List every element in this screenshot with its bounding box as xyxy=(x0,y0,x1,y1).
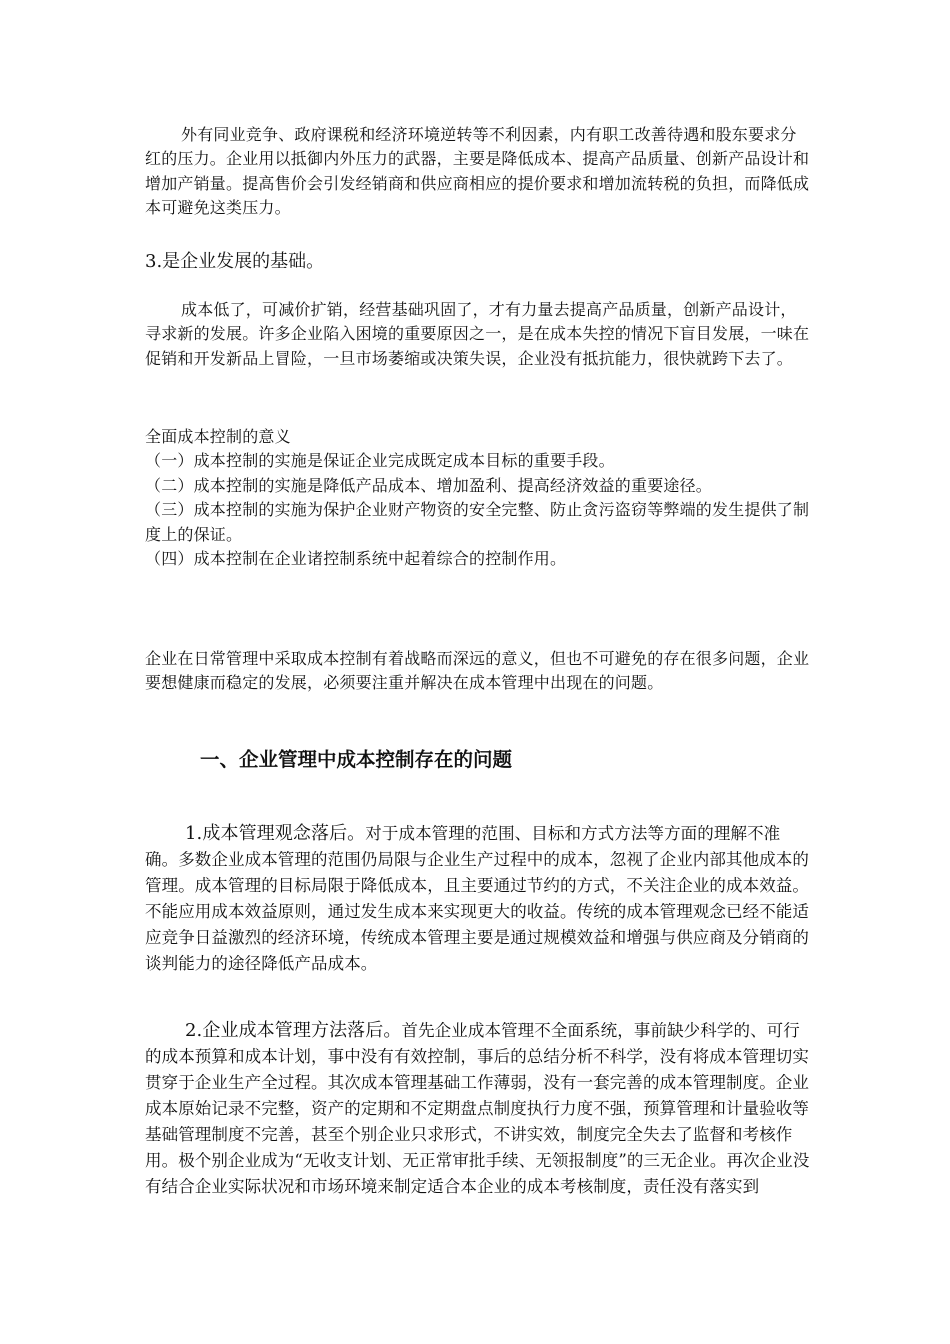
point-1-body: 对于成本管理的范围、目标和方式方法等方面的理解不准确。多数企业成本管理的范围仍局限与企业生产过程中的成本，忽视了企业内部其他成本的管理。成本管理的目标局限于降低成本，且主要通过节约的方式，不关注企业的成本效益。不能应用成本效益原则，通过发生成本来实现更大的收益。传统的成本管理观念已经不能适应竞争日益激烈的经济环境，传统成本管理主要是通过规模效益和增强与供应商及分销商的谈判能力的途径降低产品成本。 xyxy=(145,824,809,973)
significance-item-3: （三）成本控制的实施为保护企业财产物资的安全完整、防止贪污盗窃等弊端的发生提供了制度上的保证。 xyxy=(145,500,810,544)
point-1-lead: 1.成本管理观念落后。 xyxy=(185,823,366,844)
paragraph-low-cost: 成本低了，可减价扩销，经营基础巩固了，才有力量去提高产品质量，创新产品设计，寻求新的发展。许多企业陷入困境的重要原因之一，是在成本失控的情况下盲目发展，一味在促销和开发新品上冒险，一旦市场萎缩或决策失误，企业没有抵抗能力，很快就跨下去了。 xyxy=(145,300,810,368)
section-heading-problems: 一、企业管理中成本控制存在的问题 xyxy=(200,748,513,771)
point-2-lead: 2.企业成本管理方法落后。 xyxy=(185,1020,402,1041)
point-2-body: 首先企业成本管理不全面系统，事前缺少科学的、可行的成本预算和成本计划，事中没有有效控制，事后的总结分析不科学，没有将成本管理切实贯穿于企业生产全过程。其次成本管理基础工作薄弱，没有一套完善的成本管理制度。企业成本原始记录不完整，资产的定期和不定期盘点制度执行力度不强，预算管理和计量验收等基础管理制度不完善，甚至个别企业只求形式，不讲实效，制度完全失去了监督和考核作用。极个别企业成为“无收支计划、无正常审批手续、无领报制度”的三无企业。再次企业没有结合企业实际状况和市场环境来制定适合本企业的成本考核制度，责任没有落实到 xyxy=(145,1021,810,1196)
significance-title: 全面成本控制的意义 xyxy=(145,427,291,446)
significance-item-2: （二）成本控制的实施是降低产品成本、增加盈利、提高经济效益的重要途径。 xyxy=(145,475,713,495)
paragraph-concept-outdated xyxy=(145,821,810,977)
subheading-development-basis: 3.是企业发展的基础。 xyxy=(145,251,325,272)
paragraph-pressure: 外有同业竞争、政府课税和经济环境逆转等不利因素，内有职工改善待遇和股东要求分红的压力。企业用以抵御内外压力的武器，主要是降低成本、提高产品质量、创新产品设计和增加产销量。提高售价会引发经销商和供应商相应的提价要求和增加流转税的负担，而降低成本可避免这类压力。 xyxy=(145,125,810,218)
significance-item-4: （四）成本控制在企业诸控制系统中起着综合的控制作用。 xyxy=(145,549,567,569)
paragraph-problems-intro: 企业在日常管理中采取成本控制有着战略而深远的意义，但也不可避免的存在很多问题，企业要想健康而稳定的发展，必须要注重并解决在成本管理中出现在的问题。 xyxy=(145,649,810,693)
significance-section xyxy=(145,425,810,571)
paragraph-method-outdated xyxy=(145,1018,810,1200)
significance-item-1: （一）成本控制的实施是保证企业完成既定成本目标的重要手段。 xyxy=(145,451,615,471)
